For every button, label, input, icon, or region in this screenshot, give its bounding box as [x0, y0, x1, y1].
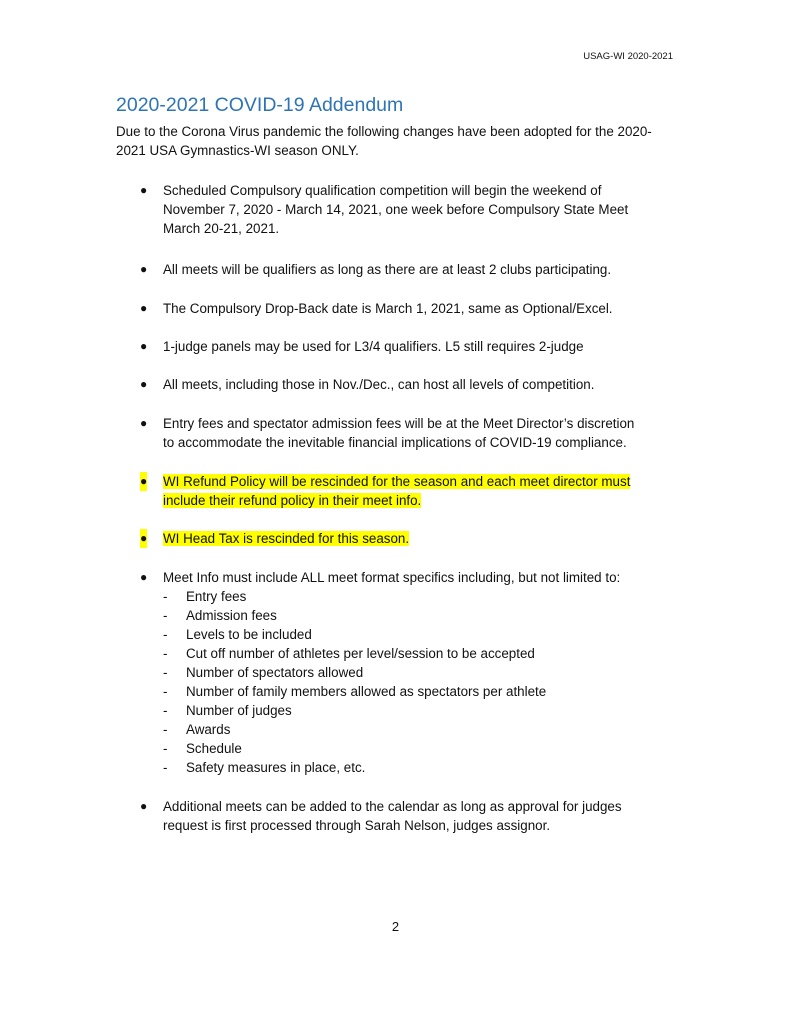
bullet-icon: ● — [140, 262, 148, 276]
item-line: Additional meets can be added to the calendar as long as approval for judges — [163, 799, 622, 814]
bullet-icon: ● — [140, 570, 148, 584]
dash-marker: - — [163, 703, 168, 718]
sublist-text: Number of judges — [186, 703, 292, 718]
page-number: 2 — [391, 919, 400, 934]
item-line: Entry fees and spectator admission fees will be at the Meet Director’s discretion — [163, 416, 635, 431]
bullet-icon: ● — [140, 472, 147, 491]
item-line: All meets, including those in Nov./Dec., can host all levels of competition. — [163, 377, 595, 392]
dash-marker: - — [163, 646, 168, 661]
bullet-icon: ● — [140, 339, 148, 353]
highlighted-line: WI Refund Policy will be rescinded for the season and each meet director must — [163, 474, 631, 489]
dash-marker: - — [163, 665, 168, 680]
item-line: request is first processed through Sarah Nelson, judges assignor. — [163, 818, 551, 833]
dash-marker: - — [163, 608, 168, 623]
sublist-text: Cut off number of athletes per level/session to be accepted — [186, 646, 535, 661]
item-line: The Compulsory Drop-Back date is March 1, 2021, same as Optional/Excel. — [163, 301, 613, 316]
sublist-text: Admission fees — [186, 608, 277, 623]
item-line: Scheduled Compulsory qualification competition will begin the weekend of — [163, 183, 602, 198]
dash-marker: - — [163, 741, 168, 756]
bullet-icon: ● — [140, 799, 148, 813]
dash-marker: - — [163, 684, 168, 699]
sublist-text: Number of family members allowed as spectators per athlete — [186, 684, 547, 699]
bullet-icon: ● — [140, 529, 147, 548]
intro-paragraph: Due to the Corona Virus pandemic the following changes have been adopted for the 2020-2021 USA Gymnastics-WI season ONLY. — [116, 124, 652, 158]
highlighted-line: include their refund policy in their meet info. — [163, 493, 422, 508]
item-line: Meet Info must include ALL meet format specifics including, but not limited to: — [163, 570, 621, 585]
item-line: March 20-21, 2021. — [163, 221, 280, 236]
dash-marker: - — [163, 760, 168, 775]
sublist-text: Entry fees — [186, 589, 247, 604]
item-line: 1-judge panels may be used for L3/4 qualifiers. L5 still requires 2-judge — [163, 339, 584, 354]
dash-marker: - — [163, 589, 168, 604]
sublist-text: Safety measures in place, etc. — [186, 760, 366, 775]
document-header: USAG-WI 2020-2021 — [583, 51, 673, 62]
item-line: to accommodate the inevitable financial implications of COVID-19 compliance. — [163, 435, 627, 450]
sublist-text: Levels to be included — [186, 627, 312, 642]
page-title: 2020-2021 COVID-19 Addendum — [116, 94, 404, 116]
item-line: All meets will be qualifiers as long as there are at least 2 clubs participating. — [163, 262, 612, 277]
highlighted-line: WI Head Tax is rescinded for this season. — [163, 531, 410, 546]
sublist-text: Number of spectators allowed — [186, 665, 364, 680]
bullet-icon: ● — [140, 377, 148, 391]
bullet-icon: ● — [140, 301, 148, 315]
sublist-text: Schedule — [186, 741, 242, 756]
sublist-text: Awards — [186, 722, 231, 737]
bullet-icon: ● — [140, 183, 148, 197]
dash-marker: - — [163, 627, 168, 642]
item-line: November 7, 2020 - March 14, 2021, one week before Compulsory State Meet — [163, 202, 629, 217]
bullet-icon: ● — [140, 416, 148, 430]
dash-marker: - — [163, 722, 168, 737]
